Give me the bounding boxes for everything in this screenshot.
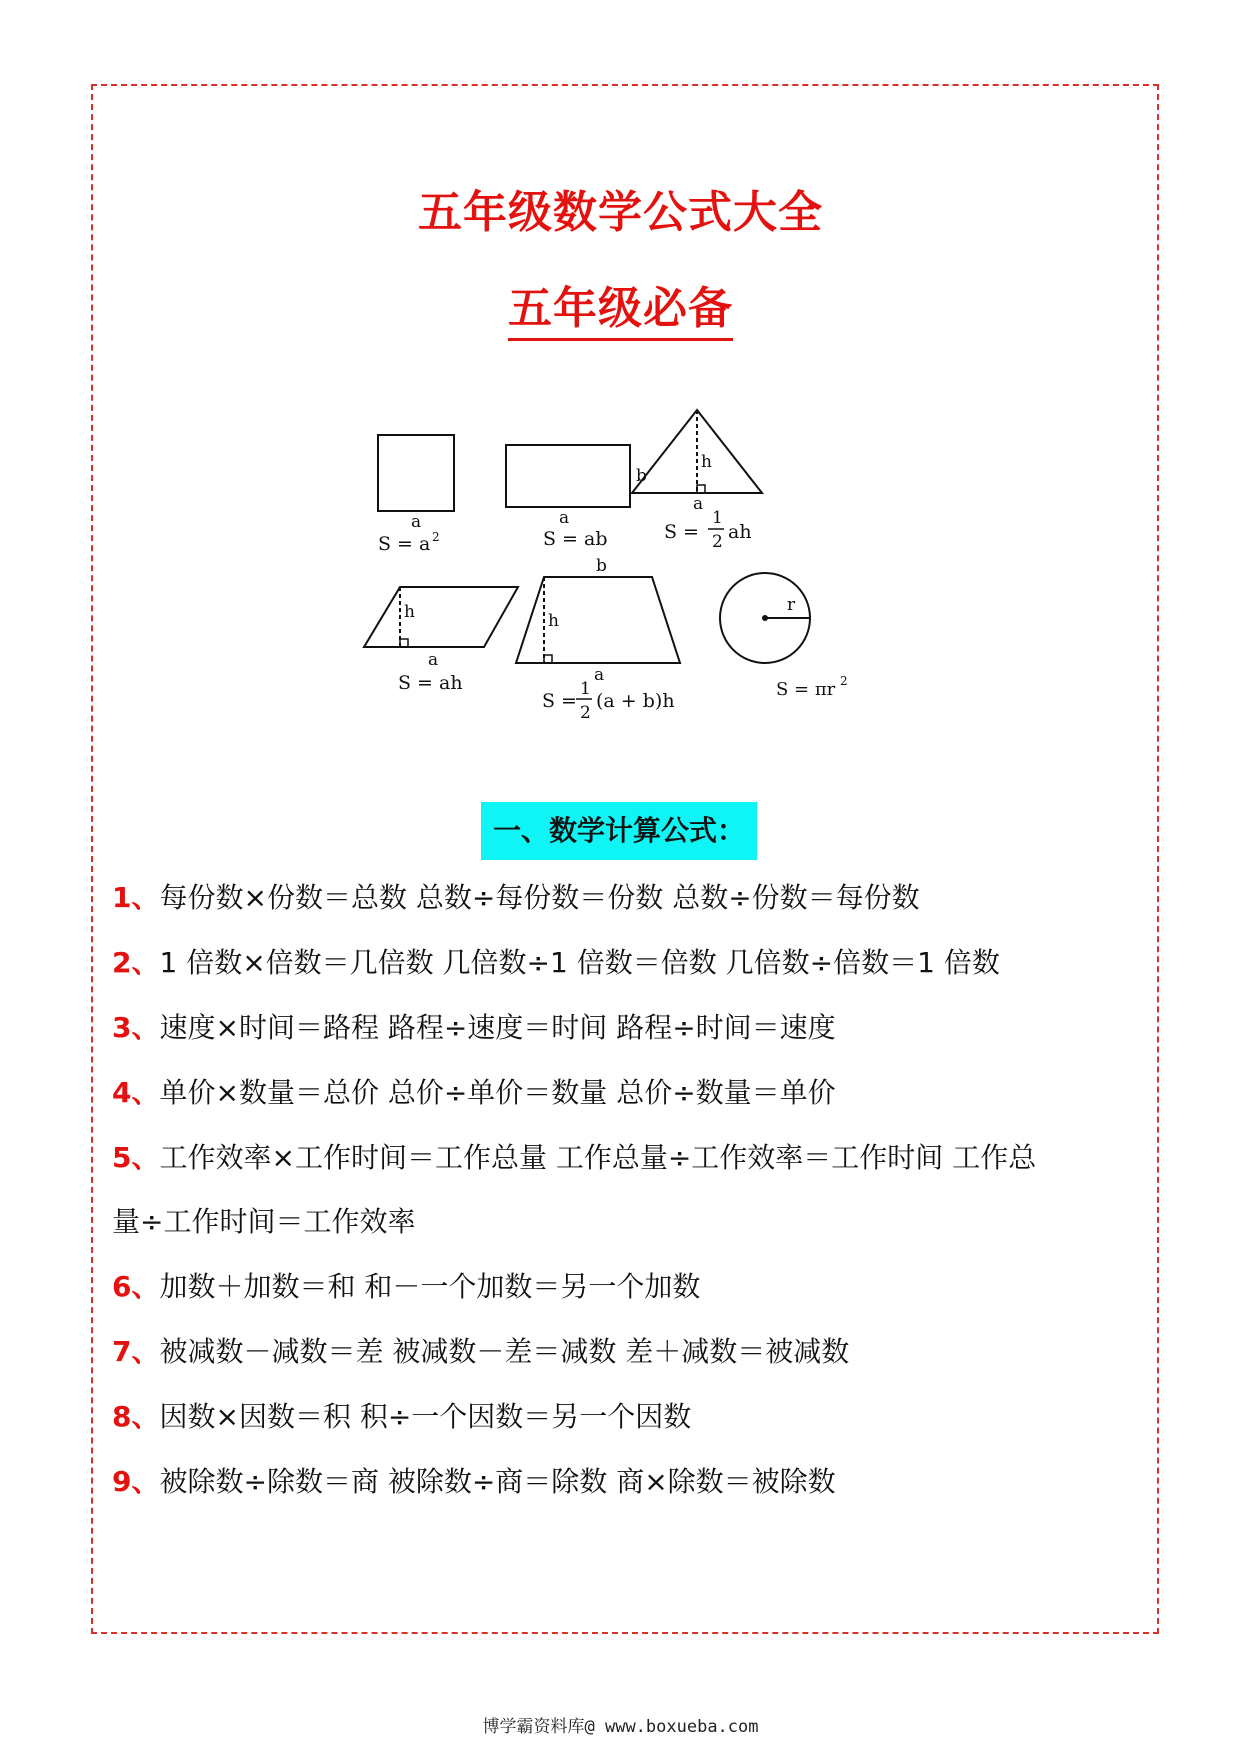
svg-text:a: a [428, 650, 439, 670]
svg-text:(a + b)h: (a + b)h [596, 690, 675, 712]
svg-text:S = ah: S = ah [398, 672, 463, 694]
svg-text:h: h [548, 611, 559, 631]
page-title: 五年级数学公式大全 [418, 187, 823, 238]
svg-text:a: a [594, 665, 605, 685]
formula-line: 1、每份数×份数＝总数 总数÷每份数＝份数 总数÷份数＝每份数 [112, 881, 920, 914]
formula-line-continued: 量÷工作时间＝工作效率 [112, 1205, 416, 1238]
square-shape [378, 435, 454, 511]
parallelogram-shape [364, 587, 518, 647]
svg-text:2: 2 [580, 703, 591, 723]
rectangle-shape [506, 445, 630, 507]
svg-text:h: h [404, 602, 415, 622]
footer-watermark: 博学霸资料库@ www.boxueba.com [482, 1717, 759, 1737]
svg-text:b: b [636, 466, 647, 486]
svg-text:S = πr: S = πr [776, 679, 836, 700]
svg-text:2: 2 [432, 530, 440, 544]
svg-text:h: h [701, 452, 712, 472]
svg-text:2: 2 [712, 532, 723, 552]
svg-text:a: a [411, 512, 422, 532]
formula-line: 9、被除数÷除数＝商 被除数÷商＝除数 商×除数＝被除数 [112, 1465, 836, 1498]
area-formula-figure [360, 405, 880, 735]
svg-text:a: a [693, 494, 704, 514]
formula-line: 8、因数×因数＝积 积÷一个因数＝另一个因数 [112, 1400, 692, 1433]
svg-text:S =: S = [664, 521, 699, 543]
formula-line: 3、速度×时间＝路程 路程÷速度＝时间 路程÷时间＝速度 [112, 1011, 836, 1044]
svg-text:ah: ah [728, 521, 752, 543]
svg-text:1: 1 [580, 679, 591, 699]
trapezoid-shape [516, 577, 680, 663]
formula-line: 5、工作效率×工作时间＝工作总量 工作总量÷工作效率＝工作时间 工作总 [112, 1141, 1037, 1174]
svg-text:2: 2 [840, 674, 848, 688]
svg-text:a: a [559, 508, 570, 528]
svg-text:r: r [787, 595, 796, 615]
page-subtitle: 五年级必备 [0, 272, 1241, 336]
formula-line: 7、被减数－减数＝差 被减数－差＝减数 差＋减数＝被减数 [112, 1335, 850, 1368]
svg-text:S = ab: S = ab [543, 528, 608, 550]
svg-text:b: b [596, 556, 607, 576]
section-heading: 一、数学计算公式： [481, 802, 757, 860]
formula-line: 4、单价×数量＝总价 总价÷单价＝数量 总价÷数量＝单价 [112, 1076, 836, 1109]
svg-text:1: 1 [712, 508, 723, 528]
formula-line: 2、1 倍数×倍数＝几倍数 几倍数÷1 倍数＝倍数 几倍数÷倍数＝1 倍数 [112, 946, 1000, 979]
svg-text:S = a: S = a [378, 533, 431, 555]
svg-text:S =: S = [542, 690, 577, 712]
formula-line: 6、加数＋加数＝和 和－一个加数＝另一个加数 [112, 1270, 701, 1303]
